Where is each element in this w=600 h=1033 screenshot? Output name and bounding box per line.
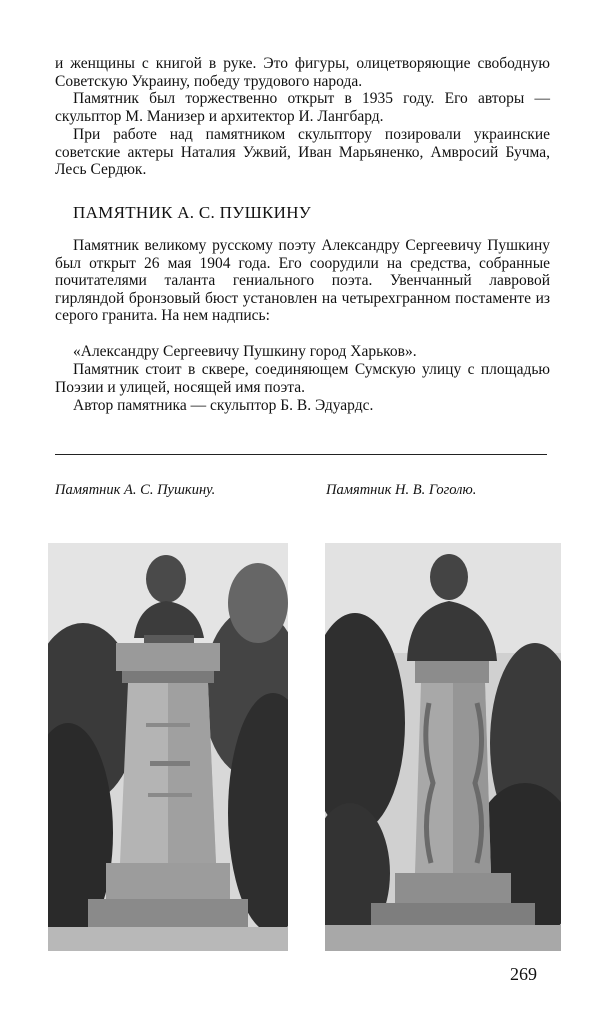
divider-line xyxy=(55,454,547,455)
inscription-quote: «Александру Сергеевичу Пушкину город Харьков». xyxy=(73,343,417,360)
page-number: 269 xyxy=(510,964,537,984)
intro-paragraph-1: и женщины с книгой в руке. Это фигуры, олицетворяющие свободную Советскую Украину, победу трудового народа. xyxy=(55,55,550,90)
section-paragraph-3: Автор памятника — скульптор Б. В. Эдуардс. xyxy=(73,397,374,414)
left-photo-caption: Памятник А. С. Пушкину. xyxy=(55,482,216,498)
pushkin-monument-image xyxy=(48,543,288,951)
right-photo-caption: Памятник Н. В. Гоголю. xyxy=(326,482,477,498)
section-heading: ПАМЯТНИК А. С. ПУШКИНУ xyxy=(73,203,312,222)
gogol-monument-photo xyxy=(325,543,561,951)
section-paragraph-1: Памятник великому русскому поэту Александру Сергеевичу Пушкину был открыт 26 мая 1904 года. Его соорудили на средства, собранные почитателями таланта гениального поэта. Увенчанный лавровой гирляндой бронзовый бюст установлен на четырехгранном постаменте из серого гранита. На нем надпись: xyxy=(55,237,550,324)
gogol-monument-image xyxy=(325,543,561,951)
pushkin-monument-photo xyxy=(48,543,288,951)
intro-paragraph-2: Памятник был торжественно открыт в 1935 году. Его авторы — скульптор М. Манизер и архитектор И. Лангбард. xyxy=(55,90,550,125)
intro-paragraph-3: При работе над памятником скульптору позировали украинские советские актеры Наталия Ужвий, Иван Марьяненко, Амвросий Бучма, Лесь Сердюк. xyxy=(55,126,550,178)
section-paragraph-2: Памятник стоит в сквере, соединяющем Сумскую улицу с площадью Поэзии и улицей, носящей имя поэта. xyxy=(55,361,550,396)
